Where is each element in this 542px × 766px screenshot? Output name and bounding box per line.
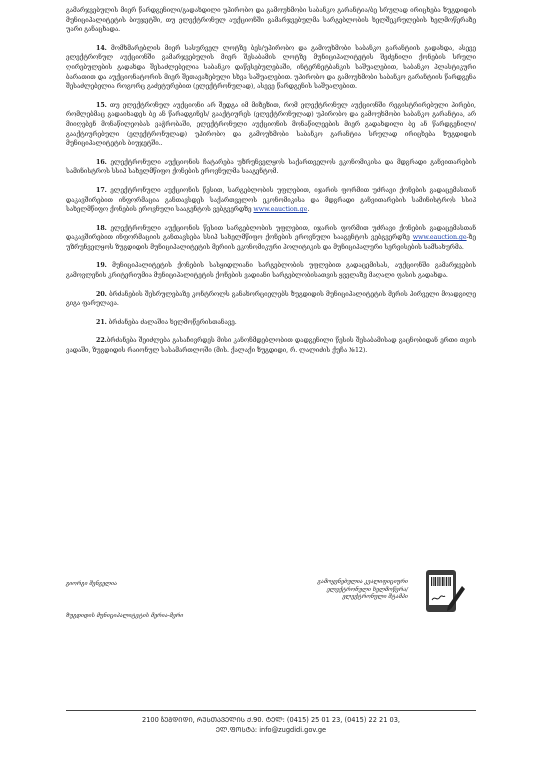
eauction-link[interactable]: www.eauction.ge — [412, 234, 467, 242]
e-signature-stamp-text: გამოყენებულია კვალიფიციური ელექტრონული ხელმოწერა/ ელექტრონული შტამპი — [317, 579, 408, 600]
paragraph-22 — [66, 336, 476, 355]
paragraph-text: მომხმარებლის მიერ სასურველ ლოტზე ბეს/უპირობო და გამოუხმობი საბანკო გარანტიის გადახდა, ასევე ელექტრონულ აუქციონში გამარჯვებულის მიერ შესაბამის ლოტზე მუნიციპალიტეტის შეძენილი ქონების სრული ღირებულების გადახდა შესაძლებელია საბანკო დაწესებულებაში, ინტერნეტბანკის საშუალებით, საბანკო პლასტიკური ბარათით და აუქციონატორის მიერ შეთავაზებული სხვა საშუალებით. უპირობო და გამოუხმობი საბანკო გარანტიის წარდგენა შესაძლებელია როგორც გაძეტურებით (ელექტრონულად), ასევე წარდგენის საშუალებით. — [66, 44, 476, 91]
paragraph-number: 17. — [96, 186, 107, 194]
eauction-link[interactable]: www.eauction.ge — [253, 206, 308, 214]
paragraph-text: ელექტრონული აუქციონის წესით, სარგებლობის უფლებით, იჯარის ფორმით უძრავი ქონების გადაცემასთან დაკავშირებით ინფორმაცია განთავსდეს საქართველოს ეკონომიკისა და მდგრადი განვითარების სამინისტროს სსიპ სახელმწიფო ქონების ეროვნული სააგენტოს ვებგვერდზე — [66, 186, 476, 214]
signer-name: გიორგი შენგელია — [66, 581, 117, 587]
paragraph-text: ელექტრონული აუქციონის ჩატარება უზრუნველყოს საქართველოს ეკონომიკისა და მდგრადი განვითარების სამინისტროს სსიპ სახელმწიფო ქონების ეროვნულმა სააგენტომ. — [66, 158, 476, 176]
paragraph-text: ბრძანების შესრულებაზე კონტროლს განახორციელებს ზუგდიდის მუნიციპალიტეტის მერის პირველი მოადგილე გიგა ფარულავა. — [66, 290, 476, 308]
paragraph-number: 18. — [96, 224, 107, 232]
e-signature-icon — [418, 566, 466, 618]
paragraph-number: 21. — [96, 318, 107, 326]
paragraph-number: 14. — [96, 44, 107, 52]
paragraph-13-continuation — [66, 6, 476, 35]
paragraph-number: 22. — [96, 337, 107, 345]
paragraph-text: ელექტრონული აუქციონის წესით სარგებლობის უფლებით, იჯარის ფორმით უძრავი ქონების გადაცემასთან დაკავშირებით ინფორმაციის განთავსება სსიპ სახელმწიფო ქონების ეროვნული სააგენტოს ვებგვერდზე — [66, 224, 476, 242]
paragraph-number: 16. — [96, 158, 107, 166]
paragraph-16 — [66, 158, 476, 177]
paragraph-text: გამარჯვებულის მიერ წარდგენილი/გადახდილი უპირობო და გამოუხმობი საბანკო გარანტია/ბე სრულად ირიცხება ზუგდიდის მუნიციპალიტეტის ბიუჯეტში, თუ ელექტრონულ აუქციონში გამარჯვებულმა სარგებლობის ხელშეკრულების ხელმოწერაზე უარი განაცხადა. — [66, 7, 476, 34]
paragraph-number: 19. — [96, 262, 107, 270]
document-body — [66, 6, 476, 365]
paragraph-21 — [66, 318, 476, 328]
paragraph-text: ბრძანება შეიძლება გასაჩივრდეს მისი კანონმდებლობით დადგენილი წესის შესაბამისად გაცნობიდან ერთი თვის ვადაში, ზუგდიდის რაიონულ სასამართლოში (მის. ქალაქი ზუგდიდი, რ. ლალიძის ქუჩა №12). — [66, 337, 476, 355]
paragraph-15 — [66, 101, 476, 149]
paragraph-18 — [66, 224, 476, 253]
signer-title: ზუგდიდის მუნიციპალიტეტის მერია-მერი — [66, 613, 184, 619]
paragraph-number: 15. — [96, 101, 107, 109]
footer-divider — [66, 710, 476, 711]
footer — [66, 715, 476, 735]
paragraph-text: მუნიციპალიტეტის ქონების სასყიდლიანი სარგებლობის უფლებით გადაცემისას, აუქციონში გამარჯვების გამოვლენის კრიტერიუმია მუნიციპალიტეტის ქონების ვადიანი სარგებლობისათვის ყველაზე მაღალი ფასის გადახდა. — [66, 262, 476, 280]
paragraph-19 — [66, 261, 476, 280]
paragraph-14 — [66, 44, 476, 92]
paragraph-17 — [66, 186, 476, 215]
paragraph-text: თუ ელექტრონულ აუქციონი არ შედგა იმ მიზეზით, რომ ელექტრონულ აუქციონში რეგისტრირებული პირები, რომლებმაც გადაიხადეს ბე ან წარადგინეს/ გააქტიურეს (ელექტრონულად) უპირობო და გამოუხმობი საბანკო გარანტია, არ მიიღებენ მონაწილეობას ვაჭრობაში, ელექტრონული აუქციონის მონაწილეების მიერ გადახდილი ბე ან წარდგენილი/გააქტიურებული (ელექტრონულად) უპირობო და გამოუხმობი საბანკო გარანტია სრულად ირიცხება ზუგდიდის მუნიციპალიტეტის ბიუჯეტში.. — [66, 101, 476, 148]
footer-address: 2100 ზᲣᲒᲓᲘᲓᲘ, ᲠᲣᲡᲗᲐᲕᲔᲚᲘᲡ Ქ.90. ᲢᲔᲚ: (0415) 25 01 23, (0415) 22 21 03, — [142, 716, 400, 724]
paragraph-text-after: -ზე უზრუნველყოს ზუგდიდის მუნიციპალიტეტის მერიის ეკონომიკური პოლიტიკის და მუნიციპალური სერვისების სამსახურმა. — [66, 234, 476, 251]
paragraph-text-after: . — [307, 206, 310, 214]
paragraph-number: 20. — [96, 290, 107, 298]
footer-email: ᲔᲚ.ᲤᲝᲡᲢᲐ: info@zugdidi.gov.ge — [215, 726, 327, 734]
paragraph-20 — [66, 290, 476, 309]
paragraph-text: ბრძანება ძალაშია ხელმოწერისთანავე. — [106, 318, 237, 326]
